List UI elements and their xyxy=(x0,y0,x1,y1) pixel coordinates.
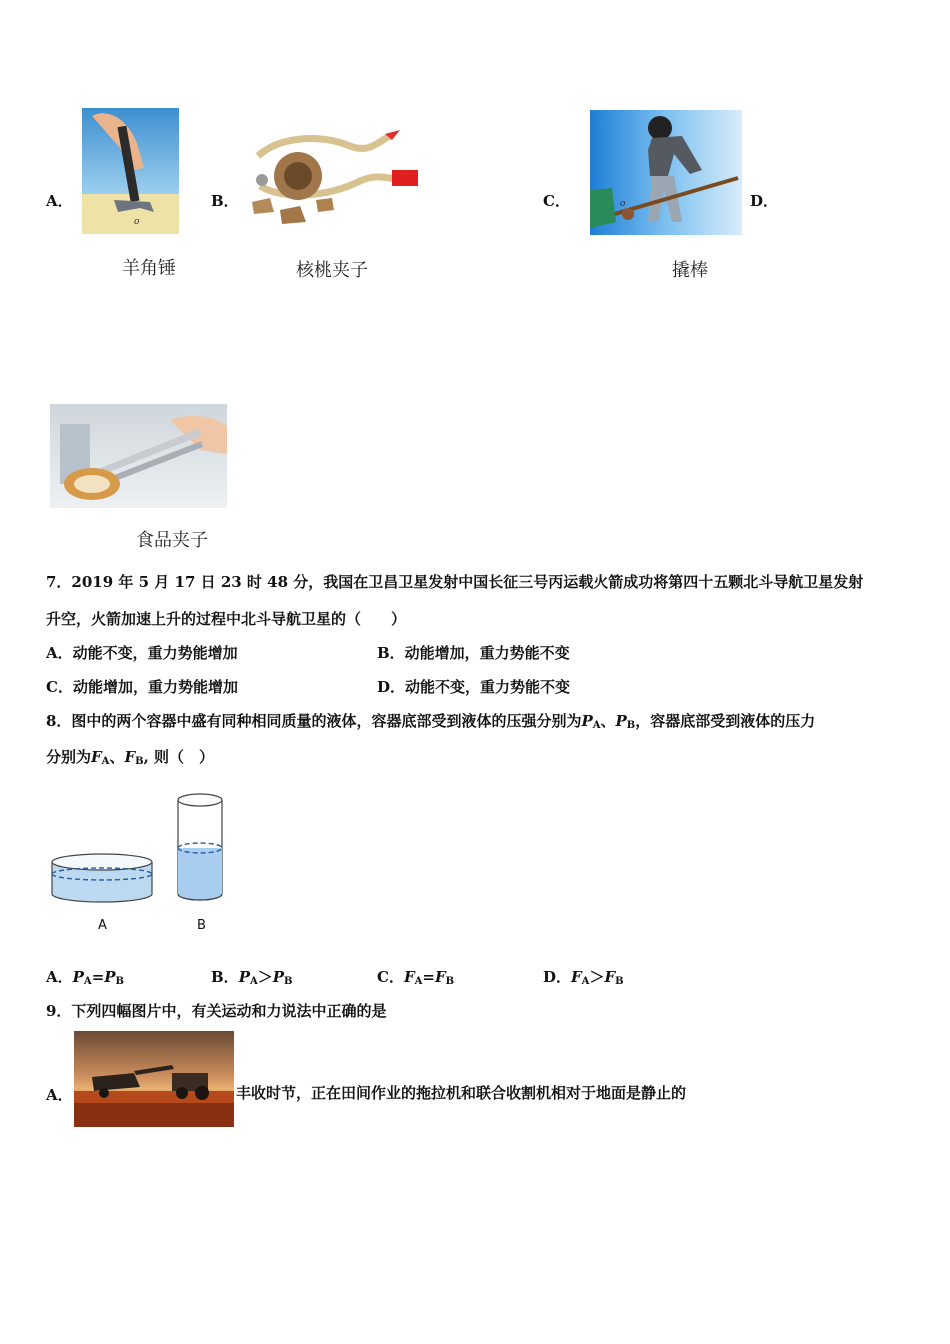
q7-stem-line2: 升空，火箭加速上升的过程中北斗导航卫星的（ ） xyxy=(46,610,407,628)
q6-option-b-caption: 核桃夹子 xyxy=(296,260,368,281)
q6-option-a-label: A． xyxy=(46,192,73,210)
q7-option-d: D．动能不变，重力势能不变 xyxy=(377,678,571,696)
q6-option-c-label: C． xyxy=(543,192,570,210)
harvester-image xyxy=(74,1031,234,1127)
q7-option-b: B．动能增加，重力势能不变 xyxy=(377,644,570,662)
q6-option-c-caption: 撬棒 xyxy=(672,260,708,281)
q8-option-d: D．$F_A>F_B$ xyxy=(543,968,624,987)
q8-option-b: B．$P_A>P_B$ xyxy=(211,968,293,987)
q9-option-a-text: 丰收时节，正在田间作业的拖拉机和联合收割机相对于地面是静止的 xyxy=(236,1084,687,1102)
q7-stem-line1: 7．2019 年 5 月 17 日 23 时 48 分，我国在卫昌卫星发射中国长征三号丙运载火箭成功将第四十五颗北斗导航卫星发射 xyxy=(46,573,864,591)
pivot-mark: o xyxy=(134,217,140,227)
q8-stem-line1: 8．图中的两个容器中盛有同种相同质量的液体，容器底部受到液体的压强分别为$P_A$、$P_B$，容器底部受到液体的压力 xyxy=(46,712,816,731)
q9-stem: 9．下列四幅图片中，有关运动和力说法中正确的是 xyxy=(46,1002,387,1020)
food-tongs-image xyxy=(50,404,227,508)
q9-option-a-label: A． xyxy=(46,1086,73,1104)
containers-diagram xyxy=(48,790,238,910)
crowbar-image xyxy=(590,110,742,235)
nutcracker-image xyxy=(240,126,422,238)
q6-option-d-caption: 食品夹子 xyxy=(136,530,208,551)
pivot-mark: o xyxy=(620,199,626,209)
container-a-label: A xyxy=(98,918,107,933)
q6-option-a-caption: 羊角锤 xyxy=(122,258,176,279)
q8-option-a: A．$P_A=P_B$ xyxy=(46,968,124,987)
q6-option-b-label: B． xyxy=(211,192,239,210)
q8-stem-line2: 分别为$F_A$、$F_B$, 则（ ） xyxy=(46,748,215,767)
q7-option-c: C．动能增加，重力势能增加 xyxy=(46,678,238,696)
container-b-label: B xyxy=(197,918,206,933)
q7-option-a: A．动能不变，重力势能增加 xyxy=(46,644,238,662)
q6-option-d-label: D． xyxy=(750,192,779,210)
claw-hammer-image xyxy=(82,108,179,234)
q8-option-c: C．$F_A=F_B$ xyxy=(377,968,455,987)
